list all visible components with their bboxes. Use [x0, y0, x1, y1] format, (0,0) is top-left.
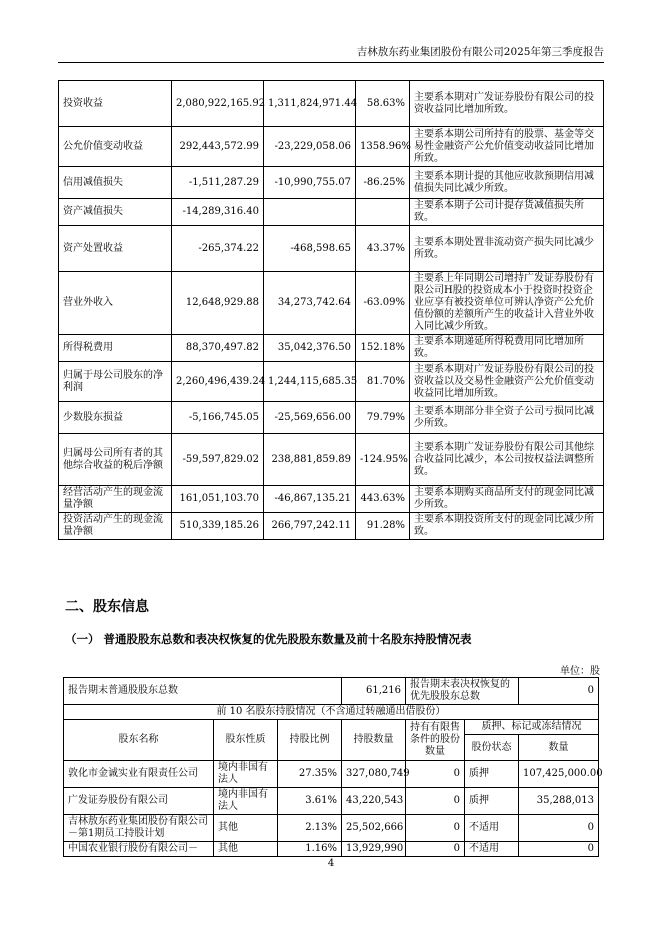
prior-period-value: 1,311,824,971.44: [264, 81, 356, 127]
prior-period-value: 238,881,859.89: [264, 434, 356, 486]
current-period-value: 2,080,922,165.92: [172, 81, 264, 127]
financial-item: 少数股东损益: [59, 402, 172, 434]
shareholding-quantity: 327,080,749: [342, 761, 406, 788]
change-rate: -124.95%: [356, 434, 410, 486]
current-period-value: -265,374.22: [172, 226, 264, 272]
pledge-status: 不适用: [465, 815, 519, 842]
current-period-value: -14,289,316.40: [172, 199, 264, 226]
current-period-value: 12,648,929.88: [172, 272, 264, 335]
change-rate: 152.18%: [356, 335, 410, 362]
unit-label: 单位：股: [560, 666, 600, 677]
subsection-title-top10: （一） 普通股股东总数和表决权恢复的优先股股东数量及前十名股东持股情况表: [65, 632, 472, 646]
current-period-value: 88,370,497.82: [172, 335, 264, 362]
shareholder-nature: 境内非国有法人: [214, 788, 278, 815]
report-header: 吉林敖东药业集团股份有限公司2025年第三季度报告: [356, 46, 604, 58]
pledge-status: 质押: [465, 788, 519, 815]
prior-period-value: [264, 199, 356, 226]
table-row: [64, 788, 599, 815]
shareholding-quantity: 43,220,543: [342, 788, 406, 815]
financial-item: 归属于母公司股东的净利润: [59, 362, 172, 402]
page-number: 4: [327, 858, 335, 869]
change-rate: 58.63%: [356, 81, 410, 127]
shareholder-nature: 其他: [214, 842, 278, 857]
shareholding-ratio: 1.16%: [278, 842, 342, 857]
financial-item: 资产减值损失: [59, 199, 172, 226]
prior-period-value: 266,797,242.11: [264, 513, 356, 540]
pledge-status: 不适用: [465, 842, 519, 857]
col-header-nature: 股东性质: [214, 720, 278, 761]
change-rate: 443.63%: [356, 486, 410, 513]
shareholder-table: [63, 677, 603, 857]
change-rate: 1358.96%: [356, 127, 410, 167]
change-reason: 主要系本期公司所持有的股票、基金等交易性金融资产公允价值变动收益同比增加所致。: [410, 127, 604, 167]
pledge-quantity: 107,425,000.00: [519, 761, 599, 788]
prior-period-value: 1,244,115,685.35: [264, 362, 356, 402]
col-header-ratio: 持股比例: [278, 720, 342, 761]
restricted-shares: 0: [406, 842, 465, 857]
total-shareholders-label: 报告期末普通股股东总数: [64, 678, 342, 705]
pref-shareholders-label: 报告期末表决权恢复的优先股股东总数: [406, 678, 519, 705]
table-row: [64, 842, 599, 857]
change-reason: 主要系本期对广发证券股份有限公司的投资收益同比增加所致。: [410, 81, 604, 127]
change-reason: 主要系本期处置非流动资产损失同比减少所致。: [410, 226, 604, 272]
change-reason: 主要系本期广发证券股份有限公司其他综合收益同比减少，本公司按权益法调整所致。: [410, 434, 604, 486]
shareholder-name: 广发证券股份有限公司: [64, 788, 214, 815]
col-header-pledge-qty: 数量: [519, 735, 599, 761]
financial-item: 公允价值变动收益: [59, 127, 172, 167]
shareholding-ratio: 3.61%: [278, 788, 342, 815]
shareholding-quantity: 13,929,990: [342, 842, 406, 857]
financial-row: [59, 127, 604, 167]
change-rate: 91.28%: [356, 513, 410, 540]
financial-row: [59, 272, 604, 335]
col-header-name: 股东名称: [64, 720, 214, 761]
header-divider: [58, 62, 604, 63]
financial-row: [59, 362, 604, 402]
section-title-shareholders: 二、股东信息: [65, 599, 149, 615]
change-reason: 主要系本期投资所支付的现金同比减少所致。: [410, 513, 604, 540]
current-period-value: 161,051,103.70: [172, 486, 264, 513]
financial-item: 营业外收入: [59, 272, 172, 335]
current-period-value: -1,511,287.29: [172, 167, 264, 199]
shareholding-ratio: 2.13%: [278, 815, 342, 842]
financial-item: 资产处置收益: [59, 226, 172, 272]
financial-row: [59, 513, 604, 540]
financial-row: [59, 199, 604, 226]
change-reason: 主要系上年同期公司增持广发证券股份有限公司H股的投资成本小于投资时投资企业应享有被投资单位可辨认净资产公允价值份额的差额所产生的收益计入营业外收入同比减少所致。: [410, 272, 604, 335]
financial-row: [59, 167, 604, 199]
financial-item: 投资收益: [59, 81, 172, 127]
prior-period-value: -25,569,656.00: [264, 402, 356, 434]
change-rate: 79.79%: [356, 402, 410, 434]
pledge-status: 质押: [465, 761, 519, 788]
pledge-quantity: 0: [519, 842, 599, 857]
shareholding-quantity: 25,502,666: [342, 815, 406, 842]
change-reason: 主要系本期计提的其他应收款预期信用减值损失同比减少所致。: [410, 167, 604, 199]
change-reason: 主要系本期对广发证券股份有限公司的投资收益以及交易性金融资产公允价值变动收益同比增加所致。: [410, 362, 604, 402]
change-reason: 主要系本期递延所得税费用同比增加所致。: [410, 335, 604, 362]
table-row: [64, 815, 599, 842]
prior-period-value: -23,229,058.06: [264, 127, 356, 167]
current-period-value: 292,443,572.99: [172, 127, 264, 167]
financial-item: 经营活动产生的现金流量净额: [59, 486, 172, 513]
shareholder-name: 吉林敖东药业集团股份有限公司－第1期员工持股计划: [64, 815, 214, 842]
pledge-quantity: 0: [519, 815, 599, 842]
current-period-value: 2,260,496,439.24: [172, 362, 264, 402]
pledge-quantity: 35,288,013: [519, 788, 599, 815]
col-header-restricted: 持有有限售条件的股份数量: [406, 720, 465, 761]
financial-change-table: [58, 80, 604, 540]
financial-item: 归属母公司所有者的其他综合收益的税后净额: [59, 434, 172, 486]
table-row: [64, 761, 599, 788]
top10-caption: 前 10 名股东持股情况（不含通过转融通出借股份）: [64, 705, 599, 720]
prior-period-value: 35,042,376.50: [264, 335, 356, 362]
change-rate: 43.37%: [356, 226, 410, 272]
restricted-shares: 0: [406, 761, 465, 788]
financial-row: [59, 402, 604, 434]
change-rate: -86.25%: [356, 167, 410, 199]
prior-period-value: -468,598.65: [264, 226, 356, 272]
prior-period-value: -46,867,135.21: [264, 486, 356, 513]
restricted-shares: 0: [406, 815, 465, 842]
shareholder-nature: 境内非国有法人: [214, 761, 278, 788]
financial-row: [59, 434, 604, 486]
change-rate: 81.70%: [356, 362, 410, 402]
financial-item: 信用减值损失: [59, 167, 172, 199]
change-rate: -63.09%: [356, 272, 410, 335]
current-period-value: 510,339,185.26: [172, 513, 264, 540]
change-reason: 主要系本期部分非全资子公司亏损同比减少所致。: [410, 402, 604, 434]
change-rate: [356, 199, 410, 226]
col-header-pledge: 质押、标记或冻结情况: [465, 720, 599, 735]
shareholding-ratio: 27.35%: [278, 761, 342, 788]
prior-period-value: -10,990,755.07: [264, 167, 356, 199]
restricted-shares: 0: [406, 788, 465, 815]
financial-row: [59, 335, 604, 362]
pref-shareholders-value: 0: [519, 678, 599, 705]
shareholder-name: 敦化市金诚实业有限责任公司: [64, 761, 214, 788]
col-header-pledge-status: 股份状态: [465, 735, 519, 761]
change-reason: 主要系本期子公司计提存货减值损失所致。: [410, 199, 604, 226]
current-period-value: -59,597,829.02: [172, 434, 264, 486]
financial-row: [59, 486, 604, 513]
change-reason: 主要系本期购买商品所支付的现金同比减少所致。: [410, 486, 604, 513]
col-header-quantity: 持股数量: [342, 720, 406, 761]
financial-row: [59, 81, 604, 127]
current-period-value: -5,166,745.05: [172, 402, 264, 434]
total-shareholders-value: 61,216: [342, 678, 406, 705]
financial-row: [59, 226, 604, 272]
prior-period-value: 34,273,742.64: [264, 272, 356, 335]
financial-item: 投资活动产生的现金流量净额: [59, 513, 172, 540]
financial-item: 所得税费用: [59, 335, 172, 362]
shareholder-name: 中国农业银行股份有限公司－: [64, 842, 214, 857]
shareholder-nature: 其他: [214, 815, 278, 842]
